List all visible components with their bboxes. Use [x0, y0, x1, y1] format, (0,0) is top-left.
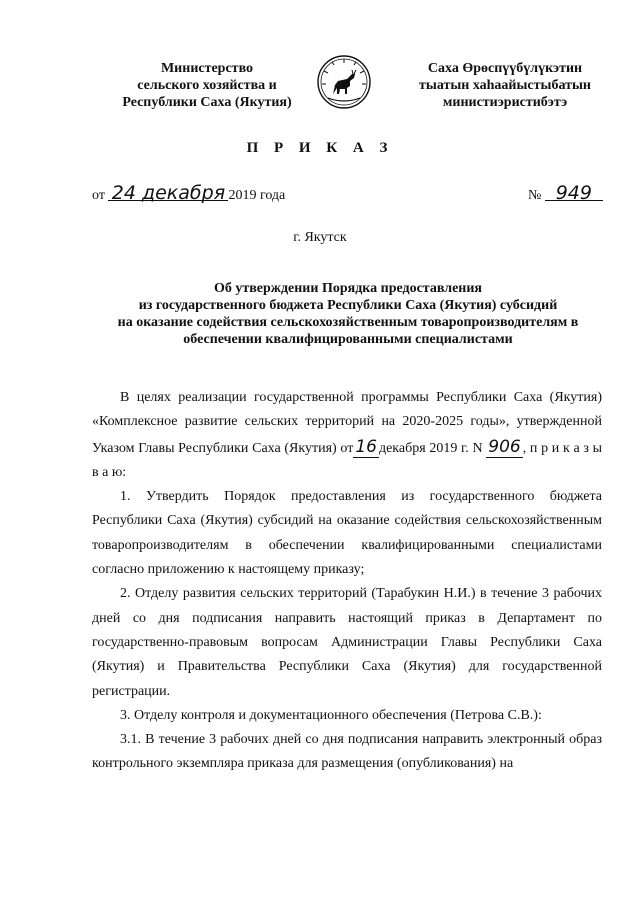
number-handwritten: 949 [545, 186, 603, 201]
date-handwritten: 24 декабря [108, 186, 228, 201]
decree-n-label: N [472, 440, 483, 456]
subject-line: на оказание содействия сельскохозяйственным товаропроизводителям в [117, 315, 579, 330]
paragraph-1: 1. Утвердить Порядок предоставления из государственного бюджета Республики Саха (Якутия) субсидий на оказание содействия сельскохозяйственным товаропроизводителям в обеспечении квалифицированными специалистами согласно приложению к настоящему приказу; [92, 489, 602, 578]
ministry-name-yakut [400, 60, 610, 111]
decree-number-handwritten: 906 [488, 436, 521, 457]
city: г. Якутск [293, 230, 347, 245]
ministry-name-line: сельского хозяйства и [137, 78, 277, 93]
intro-text: декабря 2019 г. [378, 440, 469, 456]
order-number [528, 182, 603, 204]
ministry-name-line: Министерство [160, 61, 254, 76]
subject-line: из государственного бюджета Республики Саха (Якутия) субсидий [138, 298, 558, 313]
ministry-name-russian [92, 60, 322, 111]
decree-day-handwritten: 16 [355, 436, 377, 457]
ministry-name-line: тыатын хаһаайыстыбатын [419, 78, 591, 93]
paragraph-2: 2. Отделу развития сельских территорий (Тарабукин Н.И.) в течение 3 рабочих дней со дня подписания направить настоящий приказ в Департамент по государственно-правовым вопросам Администрации Главы Республики Саха (Якутия) и Правительства Республики Саха (Якутия) для государственной регистрации. [92, 586, 602, 699]
date-year: 2019 года [228, 188, 286, 203]
order-subject [92, 280, 604, 348]
order-body [92, 386, 602, 777]
paragraph-3-1: 3.1. В течение 3 рабочих дней со дня подписания направить электронный образ контрольного экземпляра приказа для размещения (опубликования) на [92, 732, 602, 772]
intro-text: В целях реализации государственной программы Республики Саха (Якутия) «Комплексное развитие сельских территорий на 2020-2025 годы», утвержденной Указом Главы Республики Саха (Якутия) от [92, 390, 602, 456]
document-title: П Р И К А З [246, 140, 394, 156]
paragraph-3: 3. Отделу контроля и документационного обеспечения (Петрова С.В.): [120, 707, 542, 723]
subject-line: Об утверждении Порядка предоставления [213, 281, 483, 296]
ministry-name-line: Республики Саха (Якутия) [122, 95, 292, 110]
ministry-name-line: Саха Өрөспүүбүлүкэтин [427, 61, 583, 76]
ministry-name-line: министиэристибэтэ [442, 95, 568, 110]
sakha-republic-coat-of-arms-icon [316, 54, 372, 110]
intro-text: , п р и к а з ы в а ю: [92, 440, 603, 480]
number-prefix: № [528, 188, 542, 203]
order-date [92, 182, 286, 204]
date-prefix: от [92, 188, 105, 203]
intro-paragraph [92, 386, 602, 485]
subject-line: обеспечении квалифицированными специалистами [183, 332, 513, 347]
